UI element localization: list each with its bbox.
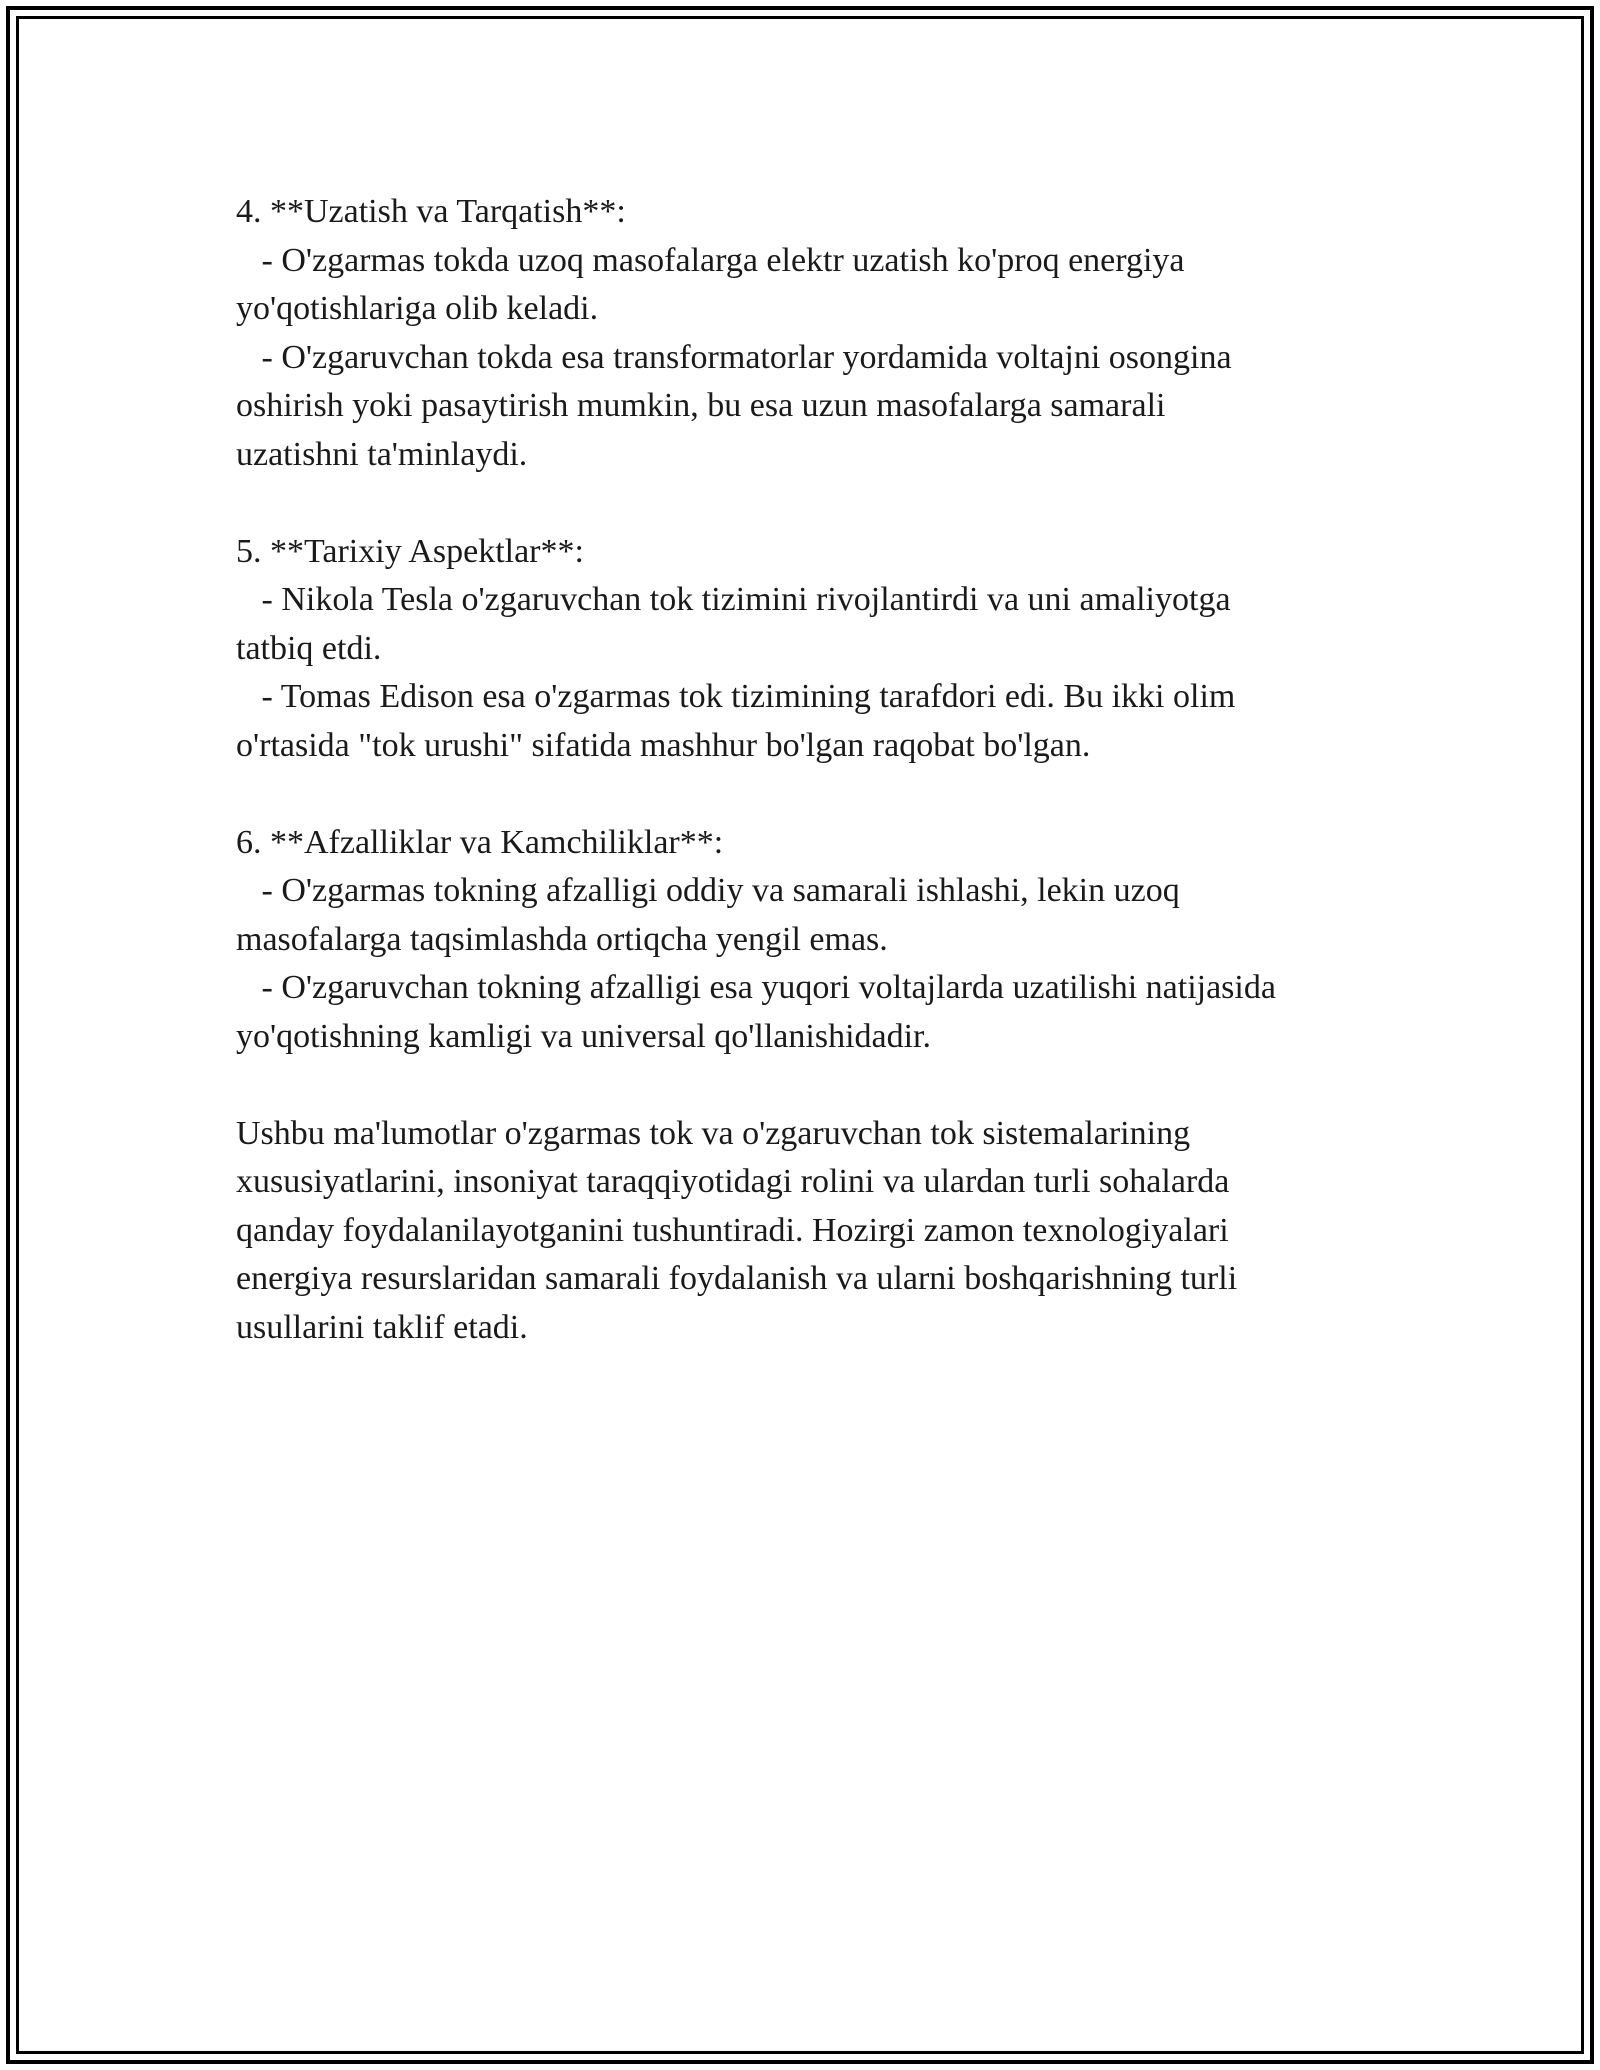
section-heading: 5. **Tarixiy Aspektlar**: <box>236 532 584 570</box>
document-body <box>236 188 1386 1352</box>
section-line: - Nikola Tesla o'zgaruvchan tok tizimini rivojlantirdi va uni amaliyotga <box>236 581 1231 618</box>
section-line: uzatishni ta'minlaydi. <box>236 435 528 473</box>
paragraph-line: xususiyatlarini, insoniyat taraqqiyotidagi rolini va ulardan turli sohalarda <box>236 1163 1230 1200</box>
section-line: oshirish yoki pasaytirish mumkin, bu esa uzun masofalarga samarali <box>236 387 1166 424</box>
section-heading: 4. **Uzatish va Tarqatish**: <box>236 193 626 230</box>
section-heading: 6. **Afzalliklar va Kamchiliklar**: <box>236 823 724 861</box>
section-line: masofalarga taqsimlashda ortiqcha yengil emas. <box>236 920 888 958</box>
paragraph-line: energiya resurslaridan samarali foydalanish va ularni boshqarishning turli <box>236 1260 1238 1297</box>
paragraph-line: qanday foydalanilayotganini tushuntiradi. Hozirgi zamon texnologiyalari <box>236 1211 1229 1249</box>
section-tarixiy-aspektlar <box>236 528 1386 771</box>
section-line: tatbiq etdi. <box>236 629 382 667</box>
section-line: - O'zgaruvchan tokning afzalligi esa yuqori voltajlarda uzatilishi natijasida <box>236 969 1276 1006</box>
paragraph-line: Ushbu ma'lumotlar o'zgarmas tok va o'zgaruvchan tok sistemalarining <box>236 1114 1191 1152</box>
section-line: yo'qotishlariga olib keladi. <box>236 290 599 327</box>
section-line: o'rtasida "tok urushi" sifatida mashhur bo'lgan raqobat bo'lgan. <box>236 726 1091 764</box>
section-line: yo'qotishning kamligi va universal qo'llanishidadir. <box>236 1017 932 1055</box>
section-line: - O'zgaruvchan tokda esa transformatorlar yordamida voltajni osongina <box>236 338 1232 376</box>
section-line: - Tomas Edison esa o'zgarmas tok tizimining tarafdori edi. Bu ikki olim <box>236 678 1236 715</box>
section-uzatish-va-tarqatish <box>236 188 1386 479</box>
section-line: - O'zgarmas tokda uzoq masofalarga elektr uzatish ko'proq energiya <box>236 241 1185 279</box>
conclusion-paragraph <box>236 1110 1386 1353</box>
section-line: - O'zgarmas tokning afzalligi oddiy va samarali ishlashi, lekin uzoq <box>236 872 1180 909</box>
paragraph-line: usullarini taklif etadi. <box>236 1308 528 1346</box>
section-afzalliklar-va-kamchiliklar <box>236 819 1386 1062</box>
